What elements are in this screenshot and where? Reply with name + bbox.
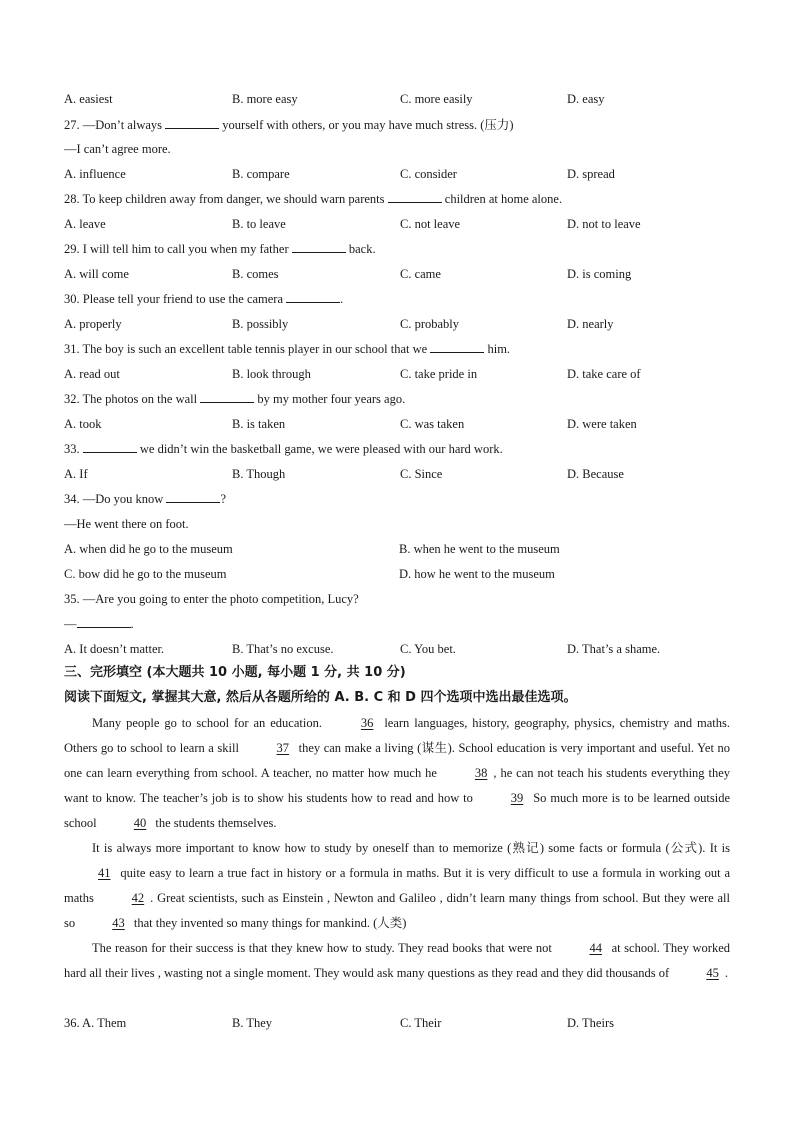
option-d[interactable]: D. Because bbox=[567, 467, 624, 481]
option-d[interactable]: D. not to leave bbox=[567, 217, 641, 231]
option-b[interactable]: B. possibly bbox=[232, 317, 289, 331]
question-text: 29. I will tell him to call you when my father bbox=[64, 242, 289, 256]
section-instruction: 阅读下面短文, 掌握其大意, 然后从各题所给的 A. B. C 和 D 四个选项中选出最佳选项。 bbox=[64, 690, 577, 705]
option-c[interactable]: C. came bbox=[400, 267, 441, 281]
question-text: him. bbox=[487, 342, 511, 356]
passage-text: that they invented so many things for mankind. (人类) bbox=[133, 916, 407, 930]
q35-reply bbox=[64, 614, 730, 634]
paragraph-2 bbox=[64, 836, 730, 936]
passage-text: the students themselves. bbox=[155, 816, 277, 830]
option-b[interactable]: B. look through bbox=[232, 367, 311, 381]
passage-text: , he can not teach his students everything they want to know. The teacher’s job is to show his students how to read and how to bbox=[64, 766, 730, 805]
q34-options-row1 bbox=[64, 539, 730, 559]
q32-options bbox=[64, 414, 730, 434]
question-text: by my mother four years ago. bbox=[257, 392, 406, 406]
question-28 bbox=[64, 189, 730, 209]
option-a[interactable]: A. If bbox=[64, 467, 88, 481]
option-b[interactable]: B. comes bbox=[232, 267, 279, 281]
answer-blank[interactable] bbox=[77, 614, 131, 628]
option-c[interactable]: C. take pride in bbox=[400, 367, 478, 381]
option-a[interactable]: A. leave bbox=[64, 217, 106, 231]
option-d[interactable]: D. is coming bbox=[567, 267, 632, 281]
option-c[interactable]: C. Since bbox=[400, 467, 443, 481]
answer-blank[interactable] bbox=[430, 339, 484, 353]
blank-38[interactable]: 38 bbox=[474, 766, 488, 780]
question-27 bbox=[64, 115, 730, 135]
blank-40[interactable]: 40 bbox=[133, 816, 147, 830]
passage-text: The reason for their success is that they knew how to study. They read books that were not bbox=[92, 941, 552, 955]
question-32 bbox=[64, 389, 730, 409]
blank-45[interactable]: 45 bbox=[706, 966, 719, 980]
q34-reply: —He went there on foot. bbox=[64, 517, 189, 531]
blank-41[interactable]: 41 bbox=[98, 866, 111, 880]
option-b[interactable]: B. when he went to the museum bbox=[399, 542, 560, 556]
question-text: 33. bbox=[64, 442, 80, 456]
passage-text: So much more is to be learned outside school bbox=[64, 791, 731, 830]
question-31 bbox=[64, 339, 730, 359]
passage-text: Many people go to school for an education. bbox=[92, 716, 322, 730]
blank-37[interactable]: 37 bbox=[276, 741, 290, 755]
q27-options bbox=[64, 164, 730, 184]
option-b[interactable]: B. That’s no excuse. bbox=[232, 642, 334, 656]
question-text: yourself with others, or you may have much stress. (压力) bbox=[222, 118, 514, 132]
q28-options bbox=[64, 214, 730, 234]
option-a[interactable]: A. will come bbox=[64, 267, 129, 281]
dash: — bbox=[64, 617, 77, 631]
option-c[interactable]: C. probably bbox=[400, 317, 460, 331]
option-d[interactable]: D. spread bbox=[567, 167, 615, 181]
q36-options bbox=[64, 1013, 730, 1033]
blank-39[interactable]: 39 bbox=[510, 791, 524, 805]
option-b[interactable]: B. They bbox=[232, 1016, 273, 1030]
blank-44[interactable]: 44 bbox=[589, 941, 602, 955]
question-text: 34. —Do you know bbox=[64, 492, 164, 506]
q26-options bbox=[64, 89, 730, 109]
question-text: 32. The photos on the wall bbox=[64, 392, 198, 406]
passage-text: they can make a living (谋生). School education is very important and useful. Yet no one can learn everything from school. A teacher, no matter how much he bbox=[64, 741, 731, 780]
q33-options bbox=[64, 464, 730, 484]
option-b[interactable]: B. compare bbox=[232, 167, 290, 181]
answer-blank[interactable] bbox=[388, 189, 442, 203]
answer-blank[interactable] bbox=[292, 239, 346, 253]
section-title: 三、完形填空 (本大题共 10 小题, 每小题 1 分, 共 10 分) bbox=[64, 665, 406, 680]
question-text: 30. Please tell your friend to use the camera bbox=[64, 292, 284, 306]
answer-blank[interactable] bbox=[165, 115, 219, 129]
option-d[interactable]: D. That’s a shame. bbox=[567, 642, 661, 656]
option-d[interactable]: D. were taken bbox=[567, 417, 637, 431]
q29-options bbox=[64, 264, 730, 284]
option-a[interactable]: A. influence bbox=[64, 167, 126, 181]
question-29 bbox=[64, 239, 730, 259]
option-b[interactable]: B. is taken bbox=[232, 417, 286, 431]
question-text: 28. To keep children away from danger, we should warn parents bbox=[64, 192, 385, 206]
question-33 bbox=[64, 439, 730, 459]
answer-blank[interactable] bbox=[286, 289, 340, 303]
blank-43[interactable]: 43 bbox=[112, 916, 125, 930]
blank-36[interactable]: 36 bbox=[360, 716, 374, 730]
option-a[interactable]: 36. A. Them bbox=[64, 1016, 127, 1030]
question-text: . bbox=[340, 292, 344, 306]
passage-text: quite easy to learn a true fact in history or a formula in maths. But it is very difficult to use a formula in working out a maths bbox=[64, 866, 731, 905]
option-a[interactable]: A. It doesn’t matter. bbox=[64, 642, 165, 656]
passage-text: . bbox=[724, 966, 728, 980]
option-b[interactable]: B. Though bbox=[232, 467, 286, 481]
option-d[interactable]: D. take care of bbox=[567, 367, 641, 381]
option-b[interactable]: B. more easy bbox=[232, 92, 298, 106]
answer-blank[interactable] bbox=[200, 389, 254, 403]
option-a[interactable]: A. when did he go to the museum bbox=[64, 542, 233, 556]
option-a[interactable]: A. properly bbox=[64, 317, 122, 331]
option-d[interactable]: D. how he went to the museum bbox=[399, 567, 555, 581]
option-a[interactable]: A. easiest bbox=[64, 92, 113, 106]
option-c[interactable]: C. consider bbox=[400, 167, 457, 181]
question-text: 27. —Don’t always bbox=[64, 118, 163, 132]
passage-text: learn languages, history, geography, physics, chemistry and maths. Others go to school to learn a skill bbox=[64, 716, 730, 755]
option-d[interactable]: D. Theirs bbox=[567, 1016, 614, 1030]
question-text: children at home alone. bbox=[444, 192, 563, 206]
question-34 bbox=[64, 489, 730, 509]
option-c[interactable]: C. Their bbox=[400, 1016, 442, 1030]
option-d[interactable]: D. easy bbox=[567, 92, 605, 106]
answer-blank[interactable] bbox=[166, 489, 220, 503]
question-text: ? bbox=[220, 492, 226, 506]
q35-options bbox=[64, 639, 730, 659]
paragraph-1 bbox=[64, 711, 730, 836]
q34-options-row2 bbox=[64, 564, 730, 584]
option-c[interactable]: C. not leave bbox=[400, 217, 461, 231]
option-c[interactable]: C. was taken bbox=[400, 417, 465, 431]
option-c[interactable]: C. You bet. bbox=[400, 642, 456, 656]
option-c[interactable]: C. more easily bbox=[400, 92, 473, 106]
question-text: we didn’t win the basketball game, we were pleased with our hard work. bbox=[139, 442, 503, 456]
answer-blank[interactable] bbox=[83, 439, 137, 453]
q31-options bbox=[64, 364, 730, 384]
option-b[interactable]: B. to leave bbox=[232, 217, 286, 231]
passage-text: at school. They worked hard all their lives , wasting not a single moment. They would ask many questions as they read and they did thousands of bbox=[64, 941, 731, 980]
cloze-passage bbox=[64, 711, 730, 986]
q27-reply: —I can’t agree more. bbox=[64, 142, 171, 156]
question-35: 35. —Are you going to enter the photo competition, Lucy? bbox=[64, 592, 359, 606]
passage-text: It is always more important to know how to study by oneself than to memorize (熟记) some facts or formula (公式). It is bbox=[92, 841, 730, 855]
passage-text: . Great scientists, such as Einstein , Newton and Galileo , didn’t learn many things from school. But they were all so bbox=[64, 891, 731, 930]
question-30 bbox=[64, 289, 730, 309]
question-text: . bbox=[130, 617, 134, 631]
question-text: back. bbox=[348, 242, 376, 256]
option-c[interactable]: C. bow did he go to the museum bbox=[64, 567, 227, 581]
question-text: 31. The boy is such an excellent table tennis player in our school that we bbox=[64, 342, 428, 356]
option-a[interactable]: A. read out bbox=[64, 367, 120, 381]
blank-42[interactable]: 42 bbox=[131, 891, 145, 905]
option-a[interactable]: A. took bbox=[64, 417, 102, 431]
option-d[interactable]: D. nearly bbox=[567, 317, 614, 331]
paragraph-3 bbox=[64, 936, 730, 986]
q30-options bbox=[64, 314, 730, 334]
